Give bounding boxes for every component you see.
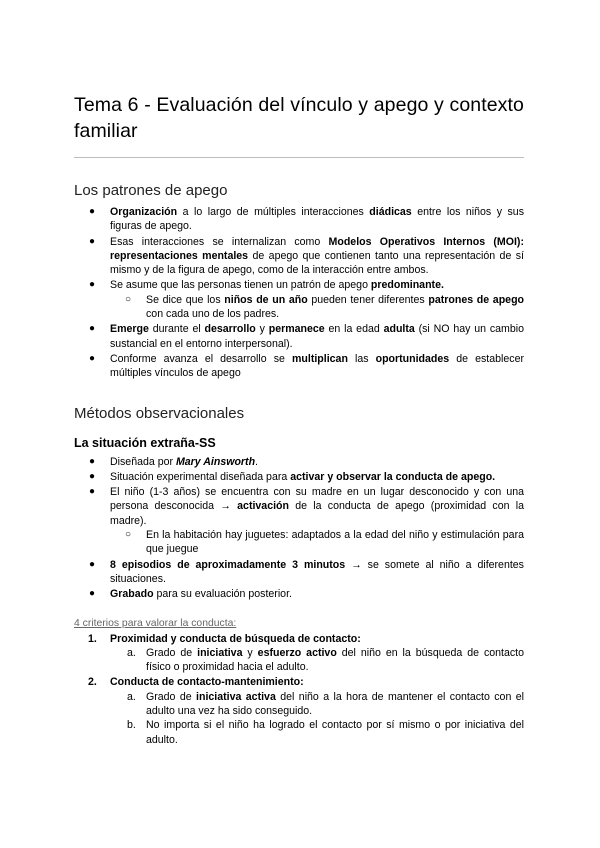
sub-list-item: ○ En la habitación hay juguetes: adaptados a la edad del niño y estimulación para que juegue xyxy=(125,529,524,556)
section-heading-metodos: Métodos observacionales xyxy=(74,404,245,422)
criteria-item: 2. Conducta de contacto-mantenimiento: a. Grado de iniciativa activa del niño a la hora de mantener el contacto con el adulto una vez ha sido conseguido. b. No importa si el niño ha logrado el contacto por sí mismo o por iniciativa del adulto. xyxy=(88,676,524,746)
bullet-icon: ● xyxy=(89,279,96,291)
list-item: ● Se asume que las personas tienen un patrón de apego predominante. ○ Se dice que los niños de un año pueden tener diferentes patrones de apego con cada uno de los padres. xyxy=(89,279,525,321)
page-title: Tema 6 - Evaluación del vínculo y apego y contexto familiar xyxy=(74,94,524,142)
circle-bullet-icon: ○ xyxy=(125,293,132,305)
list-item: ● Emerge durante el desarrollo y permanece en la edad adulta (si NO hay un cambio sustancial en el entorno interpersonal). xyxy=(89,323,524,350)
bullet-icon: ● xyxy=(89,558,96,570)
bullet-icon: ● xyxy=(89,323,96,335)
list-item: ● Situación experimental diseñada para activar y observar la conducta de apego. xyxy=(89,470,496,483)
title-divider xyxy=(74,157,524,158)
criteria-sub-item: a. Grado de iniciativa activa del niño a la hora de mantener el contacto con el adulto una vez ha sido conseguido. xyxy=(127,690,524,718)
patrones-list xyxy=(74,205,524,381)
list-item: ● 8 episodios de aproximadamente 3 minutos → se somete al niño a diferentes situaciones. xyxy=(89,558,524,585)
situacion-list xyxy=(74,455,524,602)
bullet-icon: ● xyxy=(89,352,96,364)
list-item: ● Organización a lo largo de múltiples interacciones diádicas entre los niños y sus figuras de apego. xyxy=(89,206,524,233)
criteria-sub-item: b. No importa si el niño ha logrado el contacto por sí mismo o por iniciativa del adulto. xyxy=(127,719,524,746)
bullet-icon: ● xyxy=(89,470,96,482)
bullet-icon: ● xyxy=(89,588,96,600)
sub-list-item: ○ Se dice que los niños de un año pueden tener diferentes patrones de apego con cada uno de los padres. xyxy=(125,293,525,321)
list-item: ● Diseñada por Mary Ainsworth. xyxy=(89,455,258,468)
criteria-sub-list xyxy=(110,646,524,675)
subheading-situacion-extrana: La situación extraña-SS xyxy=(74,435,216,450)
circle-bullet-icon: ○ xyxy=(125,529,132,541)
bullet-icon: ● xyxy=(89,455,96,467)
list-item: ● El niño (1-3 años) se encuentra con su madre en un lugar desconocido y con una persona desconocida → activación de la conducta de apego (proximidad con la madre). ○ En la habitación hay juguetes: adaptados a la edad del niño y estimulación para que juegue xyxy=(89,486,525,556)
criteria-list xyxy=(74,632,524,747)
sub-list xyxy=(110,293,524,322)
bullet-icon: ● xyxy=(89,235,96,247)
criteria-sub-list xyxy=(110,690,524,747)
section-heading-patrones: Los patrones de apego xyxy=(74,182,228,199)
list-item: ● Esas interacciones se internalizan como Modelos Operativos Internos (MOI): representaciones mentales de apego que contienen tanto una representación de sí mismo y de la figura de apego, como de la interacción entre ambos. xyxy=(89,235,524,277)
sub-list xyxy=(110,528,524,557)
criteria-sub-item: a. Grado de iniciativa y esfuerzo activo del niño en la búsqueda de contacto físico o proximidad hacia el adulto. xyxy=(127,646,524,674)
criteria-item: 1. Proximidad y conducta de búsqueda de contacto: a. Grado de iniciativa y esfuerzo activo del niño en la búsqueda de contacto físico o proximidad hacia el adulto. xyxy=(88,632,524,674)
list-item: ● Conforme avanza el desarrollo se multiplican las oportunidades de establecer múltiples vínculos de apego xyxy=(89,352,524,380)
criteria-link[interactable]: 4 criterios para valorar la conducta: xyxy=(74,617,237,629)
bullet-icon: ● xyxy=(89,486,96,498)
bullet-icon: ● xyxy=(89,206,96,217)
list-item: ● Grabado para su evaluación posterior. xyxy=(89,588,292,601)
